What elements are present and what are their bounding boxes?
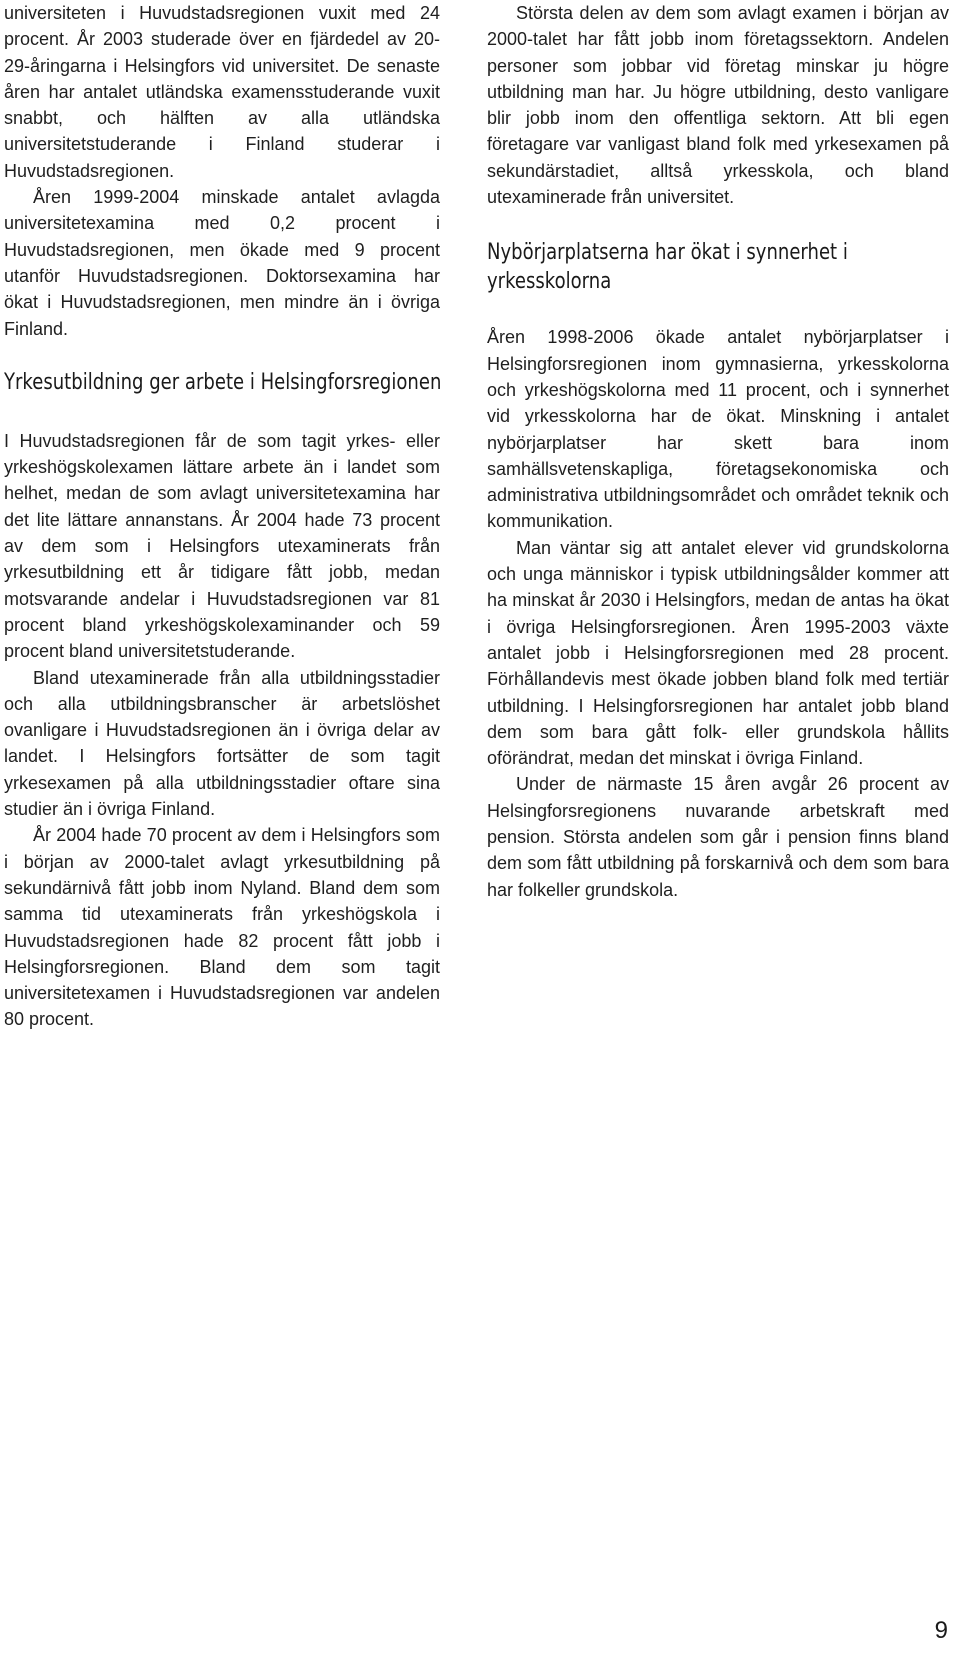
section-heading: Yrkesutbildning ger arbete i Helsingforsregionen [4, 369, 442, 395]
section-heading: Nybörjarplatserna har ökat i synnerhet i yrkesskolorna [487, 240, 848, 295]
paragraph: Åren 1998-2006 ökade antalet nybörjarplatser i Helsingforsregionen inom gymnasierna, yrkesskolorna och yrkeshögskolorna med 11 procent, och i synnerhet vid yrkesskolorna har de ökat. Minskning i antalet nybörjarplatser har skett bara inom samhällsvetenskapliga, företagsekonomiska och administrativa utbildningsområdet och området teknik och kommunikation. [487, 327, 949, 532]
page-number: 9 [934, 1617, 948, 1644]
paragraph: I Huvudstadsregionen får de som tagit yrkes- eller yrkeshögskolexamen lättare arbete än i landet som helhet, medan de som avlagt universitetexamina har det lite lättare annanstans. År 2004 hade 73 procent av dem som i Helsingfors utexaminerats från yrkesutbildning ett år tidigare fått jobb, medan motsvarande andelar i Huvudstadsregionen var 81 procent bland yrkeshögskolexaminander och 59 procent bland universitetstuderande. [4, 430, 440, 662]
paragraph: År 2004 hade 70 procent av dem i Helsingfors som i början av 2000-talet avlagt yrkesutbildning på sekundärnivå fått jobb inom Nyland. Bland dem som samma tid utexaminerats från yrkeshögskola i Huvudstadsregionen hade 82 procent fått jobb i Helsingforsregionen. Bland dem som tagit universitetexamen i Huvudstadsregionen var andelen 80 procent. [4, 825, 440, 1030]
paragraph: Man väntar sig att antalet elever vid grundskolorna och unga människor i typisk utbildningsålder kommer att ha minskat år 2030 i Helsingfors, medan de antas ha ökat i övriga Helsingforsregionen. Åren 1995-2003 växte antalet jobb i Helsingforsregionen med 28 procent. Förhållandevis mest ökade jobben bland folk med tertiär utbildning. I Helsingforsregionen har antalet jobb bland dem som bara gått folk- eller grundskola hållits oförändrat, medan det minskat i övriga Finland. [487, 537, 949, 769]
paragraph: Bland utexaminerade från alla utbildningsstadier och alla utbildningsbranscher är arbetslöshet ovanligare i Huvudstadsregionen än i övriga delar av landet. I Helsingfors fortsätter de som tagit yrkesexamen på alla utbildningsstadier oftare sina studier än i övriga Finland. [4, 667, 440, 820]
right-column [487, 0, 949, 903]
paragraph: universiteten i Huvudstadsregionen vuxit med 24 procent. År 2003 studerade över en fjärdedel av 20-29-åringarna i Helsingfors vid universitet. De senaste åren har antalet utländska examensstuderande vuxit snabbt, och hälften av alla utländska universitetstuderande i Finland studerar i Huvudstadsregionen. [4, 3, 440, 181]
paragraph: Åren 1999-2004 minskade antalet avlagda universitetexamina med 0,2 procent i Huvudstadsregionen, men ökade med 9 procent utanför Huvudstadsregionen. Doktorsexamina har ökat i Huvudstadsregionen, men mindre än i övriga Finland. [4, 187, 440, 339]
paragraph: Största delen av dem som avlagt examen i början av 2000-talet har fått jobb inom företagssektorn. Andelen personer som jobbar vid företag minskar ju högre utbildning man har. Ju högre utbildning, desto vanligare blir jobb inom den offentliga sektorn. Att bli egen företagare var vanligast bland folk med yrkesexamen på sekundärstadiet, alltså yrkesskola, och bland utexaminerade från universitet. [487, 3, 949, 208]
paragraph: Under de närmaste 15 åren avgår 26 procent av Helsingforsregionens nuvarande arbetskraft med pension. Största andelen som går i pension finns bland dem som fått utbildning på forskarnivå och dem som bara har folkeller grundskola. [487, 774, 949, 900]
left-column [4, 0, 440, 1033]
